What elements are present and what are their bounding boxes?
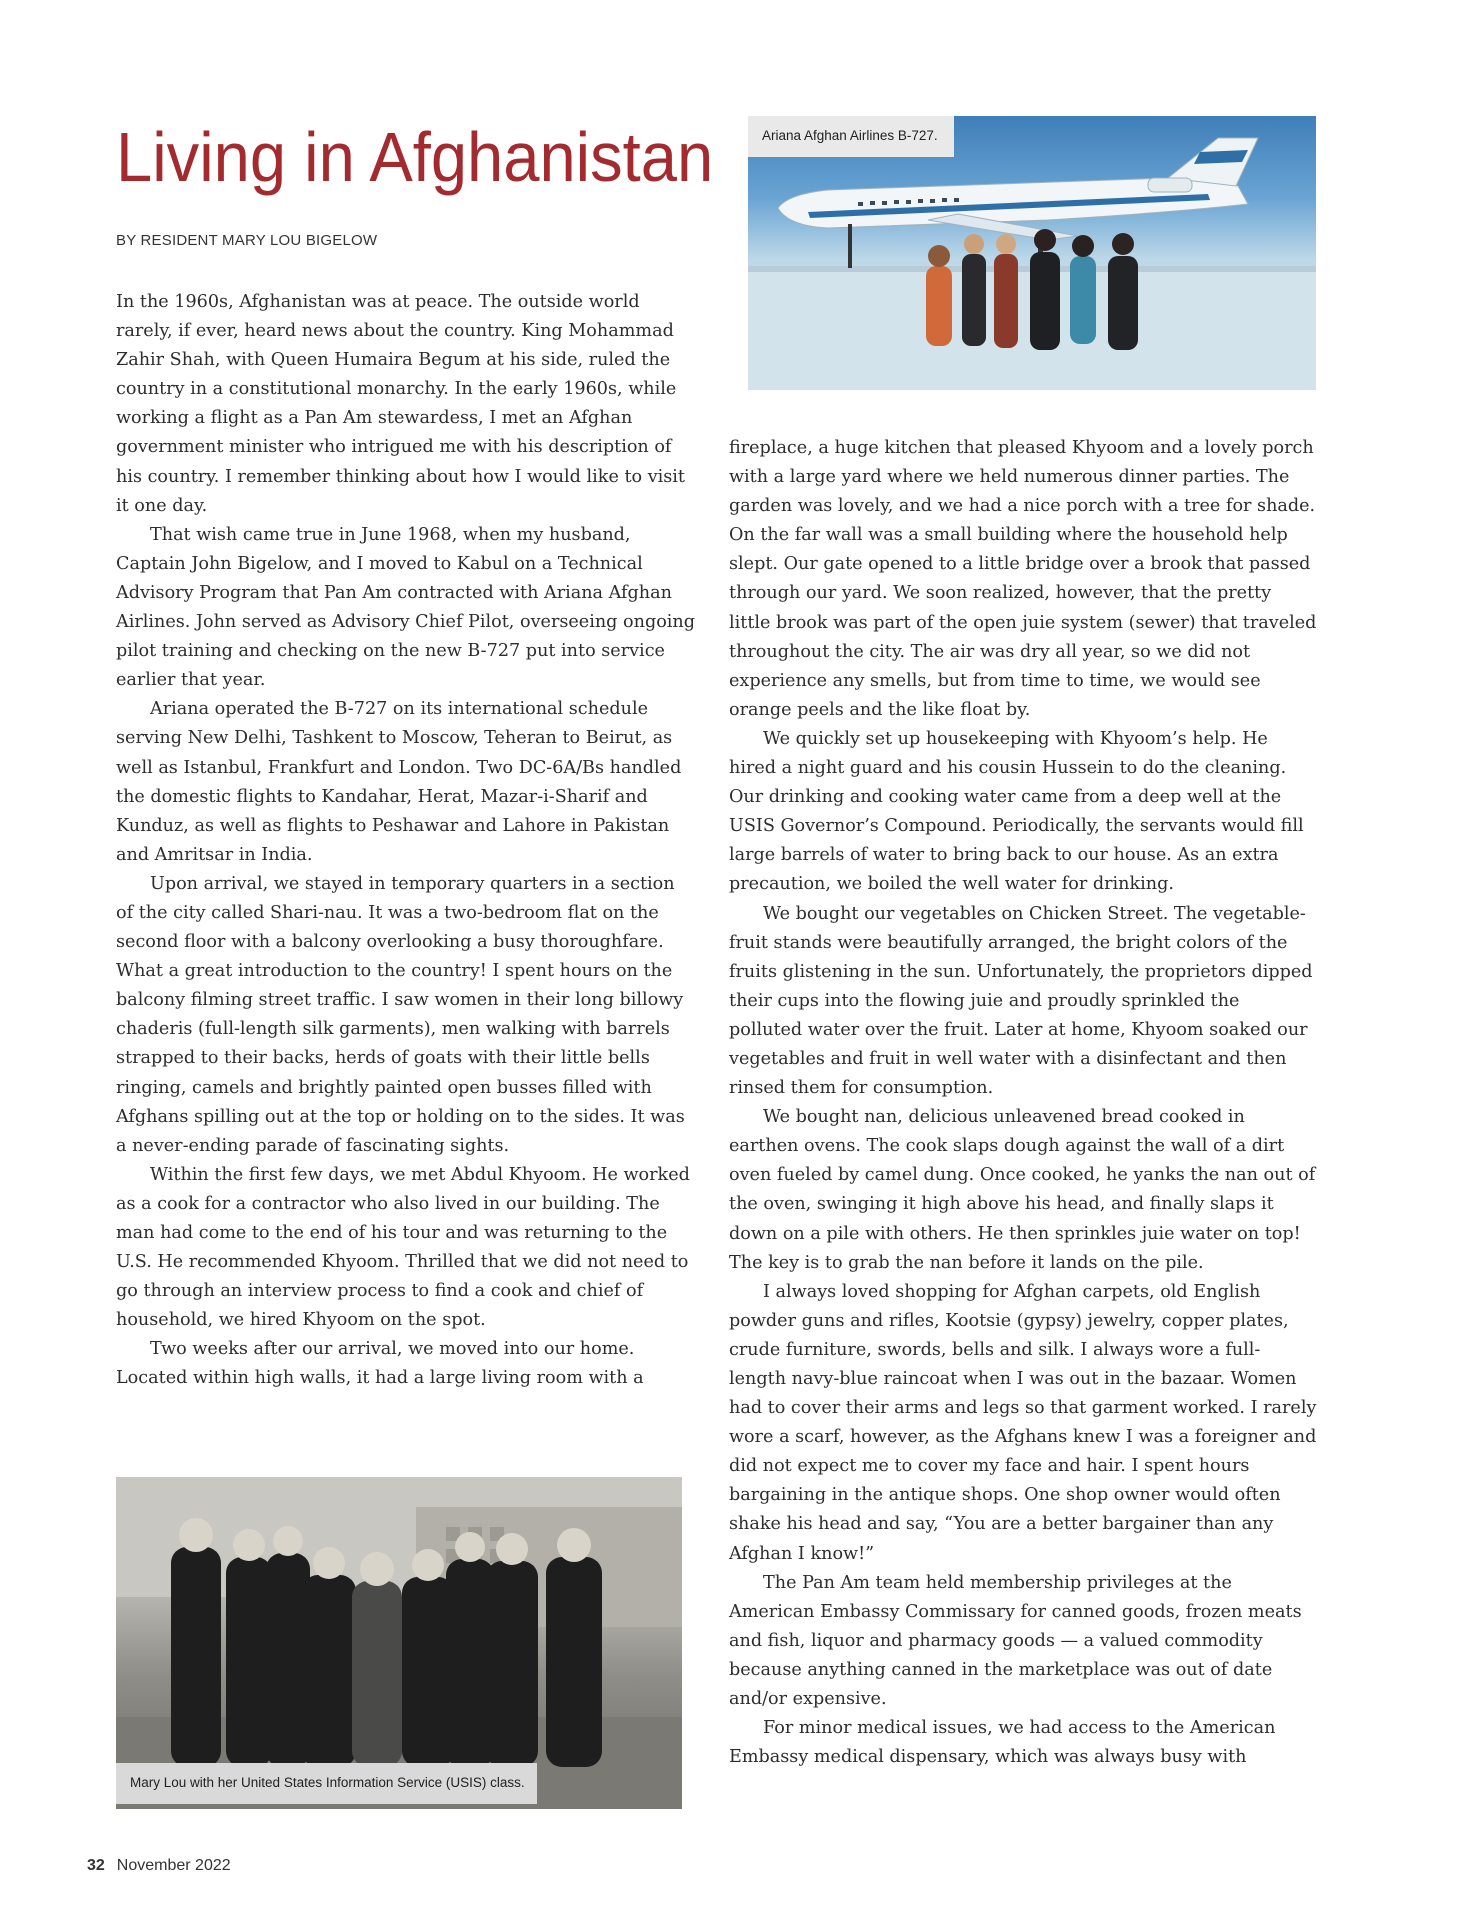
airplane-photo [748, 116, 1316, 390]
airplane-illustration [748, 116, 1316, 390]
paragraph: Upon arrival, we stayed in temporary quarters in a section of the city called Shari-nau. It was a two-bedroom flat on the second floor with a balcony overlooking a busy thoroughfare. What a great introduction to the country! I spent hours on the balcony filming street traffic. I saw women in their long billowy chaderis (full-length silk garments), men walking with barrels strapped to their backs, herds of goats with their little bells ringing, camels and brightly painted open busses filled with Afghans spilling out at the top or holding on to the sides. It was a never-ending parade of fascinating sights. [116, 873, 685, 1156]
paragraph: We bought nan, delicious unleavened bread cooked in earthen ovens. The cook slaps dough against the wall of a dirt oven fueled by camel dung. Once cooked, he yanks the nan out of the oven, swinging it high above his head, and finally slaps it down on a pile with others. He then sprinkles juie water on top! The key is to grab the nan before it lands on the pile. [729, 1107, 1316, 1273]
paragraph: We quickly set up housekeeping with Khyoom’s help. He hired a night guard and his cousin Hussein to do the cleaning. Our drinking and cooking water came from a deep well at the USIS Governor’s Compound. Periodically, the servants would fill large barrels of water to bring back to our house. As an extra precaution, we boiled the well water for drinking. [729, 728, 1304, 895]
paragraph: That wish came true in June 1968, when my husband, Captain John Bigelow, and I moved to Kabul on a Technical Advisory Program that Pan Am contracted with Ariana Afghan Airlines. John served as Advisory Chief Pilot, overseeing ongoing pilot training and checking on the new B-727 put into service earlier that year. [116, 524, 696, 691]
paragraph: Two weeks after our arrival, we moved into our home. Located within high walls, it had a large living room with a [116, 1339, 644, 1389]
paragraph: We bought our vegetables on Chicken Street. The vegetable-fruit stands were beautifully arranged, the bright colors of the fruits glistening in the sun. Unfortunately, the proprietors dipped their cups into the flowing juie and proudly sprinkled the polluted water over the fruit. Later at home, Khyoom soaked our vegetables and fruit in well water with a disinfectant and then rinsed them for consumption. [729, 903, 1313, 1099]
paragraph: For minor medical issues, we had access to the American Embassy medical dispensary, which was always busy with [729, 1718, 1276, 1768]
photo-caption-class: Mary Lou with her United States Information Service (USIS) class. [116, 1763, 537, 1804]
article-title: Living in Afghanistan [116, 118, 714, 196]
issue-date: November 2022 [116, 1857, 231, 1874]
page-number: 32 [87, 1857, 105, 1874]
paragraph: In the 1960s, Afghanistan was at peace. The outside world rarely, if ever, heard news about the country. King Mohammad Zahir Shah, with Queen Humaira Begum at his side, ruled the country in a constitutional monarchy. In the early 1960s, while working a flight as a Pan Am stewardess, I met an Afghan government minister who intrigued me with his description of his country. I remember thinking about how I would like to visit it one day. [116, 292, 685, 516]
paragraph: The Pan Am team held membership privileges at the American Embassy Commissary for canned goods, frozen meats and fish, liquor and pharmacy goods — a valued commodity because anything canned in the marketplace was out of date and/or expensive. [729, 1572, 1302, 1710]
paragraph: fireplace, a huge kitchen that pleased Khyoom and a lovely porch with a large yard where we held numerous dinner parties. The garden was lovely, and we had a nice porch with a tree for shade. On the far wall was a small building where the household help slept. Our gate opened to a little bridge over a brook that passed through our yard. We soon realized, however, that the pretty little brook was part of the open juie system (sewer) that traveled throughout the city. The air was dry all year, so we did not experience any smells, but from time to time, we would see orange peels and the like float by. [729, 438, 1317, 720]
usis-class-photo [116, 1477, 682, 1809]
page-footer [87, 1857, 231, 1875]
byline: BY RESIDENT MARY LOU BIGELOW [116, 232, 378, 249]
paragraph: Within the first few days, we met Abdul Khyoom. He worked as a cook for a contractor who also lived in our building. The man had come to the end of his tour and was returning to the U.S. He recommended Khyoom. Thrilled that we did not need to go through an interview process to find a cook and chief of household, we hired Khyoom on the spot. [116, 1164, 690, 1331]
group-photo-illustration [116, 1477, 682, 1809]
paragraph: Ariana operated the B-727 on its international schedule serving New Delhi, Tashkent to Moscow, Teheran to Beirut, as well as Istanbul, Frankfurt and London. Two DC-6A/Bs handled the domestic flights to Kandahar, Herat, Mazar-i-Sharif and Kunduz, as well as flights to Peshawar and Lahore in Pakistan and Amritsar in India. [116, 699, 682, 865]
left-column [116, 288, 696, 1394]
photo-caption-plane: Ariana Afghan Airlines B-727. [748, 116, 954, 157]
right-column [729, 434, 1317, 1772]
paragraph: I always loved shopping for Afghan carpets, old English powder guns and rifles, Kootsie (gypsy) jewelry, copper plates, crude furniture, swords, bells and silk. I always wore a full-length navy-blue raincoat when I was out in the bazaar. Women had to cover their arms and legs so that garment worked. I rarely wore a scarf, however, as the Afghans knew I was a foreigner and did not expect me to cover my face and hair. I spent hours bargaining in the antique shops. One shop owner would often shake his head and say, “You are a better bargainer than any Afghan I know!” [729, 1281, 1317, 1564]
